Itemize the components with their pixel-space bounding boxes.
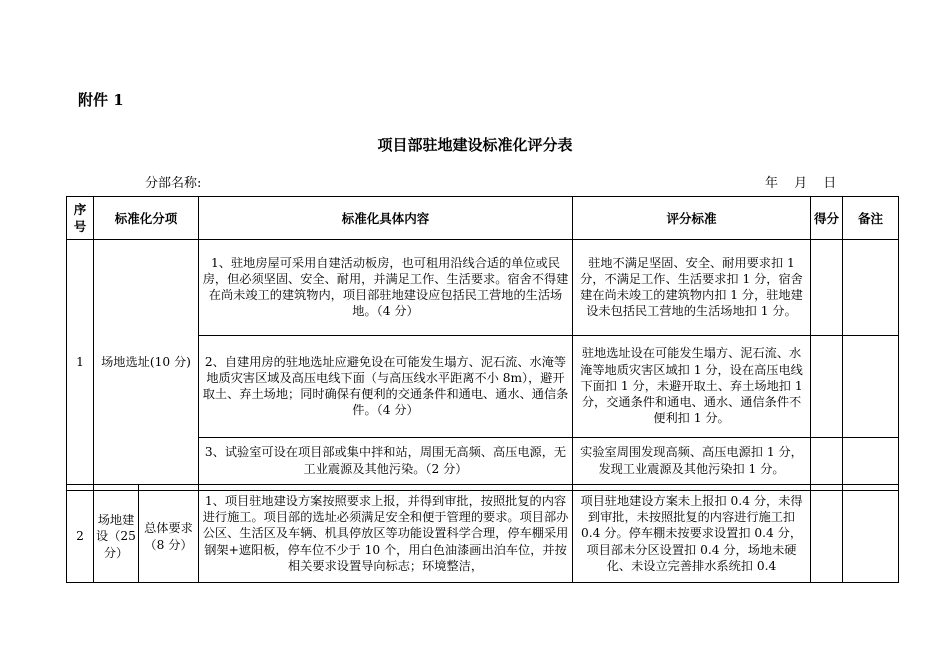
score-cell: [811, 438, 843, 485]
table-row: [67, 240, 899, 336]
content-cell: 1、驻地房屋可采用自建活动板房，也可租用沿线合适的单位或民房，但必须坚固、安全、耐用，并满足工作、生活要求。宿舍不得建在尚未竣工的建筑物内，项目部驻地建设应包括民工营地的生活场地。（4 分）: [199, 240, 573, 336]
remarks-cell: [843, 336, 899, 438]
date-label: 年 月 日: [765, 176, 837, 191]
scoring-table: [66, 196, 899, 583]
department-label: 分部名称:: [145, 176, 202, 191]
criteria-cell: 驻地不满足坚固、安全、耐用要求扣 1 分，不满足工作、生活要求扣 1 分，宿舍建在尚未竣工的建筑物内扣 1 分，驻地建设未包括民工营地的生活场地扣 1 分。: [573, 240, 811, 336]
row-number: 2: [67, 491, 94, 583]
attachment-label: 附件 1: [78, 91, 124, 109]
content-cell: 1、项目驻地建设方案按照要求上报，并得到审批，按照批复的内容进行施工。项目部的选址必须满足安全和便于管理的要求。项目部办公区、生活区及车辆、机具停放区等功能设置科学合理，停车棚采用钢架+遮阳板，停车位不少于 10 个，用白色油漆画出泊车位，并按相关要求设置导向标志；环境整洁，: [199, 491, 573, 583]
row-number: 1: [67, 240, 94, 485]
remarks-cell: [843, 240, 899, 336]
score-cell: [811, 336, 843, 438]
item-name: 场地建设（25 分）: [94, 491, 139, 583]
score-cell: [811, 240, 843, 336]
column-header-item: 标准化分项: [94, 197, 199, 240]
column-header-remarks: 备注: [843, 197, 899, 240]
column-header-criteria: 评分标准: [573, 197, 811, 240]
criteria-cell: 驻地选址设在可能发生塌方、泥石流、水淹等地质灾害区域扣 1 分，设在高压电线下面扣 1 分，未避开取土、弃土场地扣 1 分，交通条件和通电、通水、通信条件不便利扣 1 分。: [573, 336, 811, 438]
table-row: [67, 491, 899, 583]
content-cell: 2、自建用房的驻地选址应避免设在可能发生塌方、泥石流、水淹等地质灾害区域及高压电线下面（与高压线水平距离不小 8m），避开取土、弃土场地；同时确保有便利的交通条件和通电、通水、通信条件。（4 分）: [199, 336, 573, 438]
page-title: 项目部驻地建设标准化评分表: [377, 136, 573, 154]
criteria-cell: 实验室周围发现高频、高压电源扣 1 分，发现工业震源及其他污染扣 1 分。: [573, 438, 811, 485]
remarks-cell: [843, 438, 899, 485]
score-cell: [811, 491, 843, 583]
criteria-cell: 项目驻地建设方案未上报扣 0.4 分，未得到审批，未按照批复的内容进行施工扣 0.4 分。停车棚未按要求设置扣 0.4 分，项目部未分区设置扣 0.4 分，场地未硬化、未设立完善排水系统扣 0.4: [573, 491, 811, 583]
column-header-no: 序号: [67, 197, 94, 240]
column-header-score: 得分: [811, 197, 843, 240]
remarks-cell: [843, 491, 899, 583]
column-header-content: 标准化具体内容: [199, 197, 573, 240]
subitem-name: 总体要求（8 分）: [139, 491, 199, 583]
table-header-row: [67, 197, 899, 240]
item-name: 场地选址(10 分): [94, 240, 199, 485]
content-cell: 3、试验室可设在项目部或集中拌和站，周围无高频、高压电源，无工业震源及其他污染。（2 分）: [199, 438, 573, 485]
